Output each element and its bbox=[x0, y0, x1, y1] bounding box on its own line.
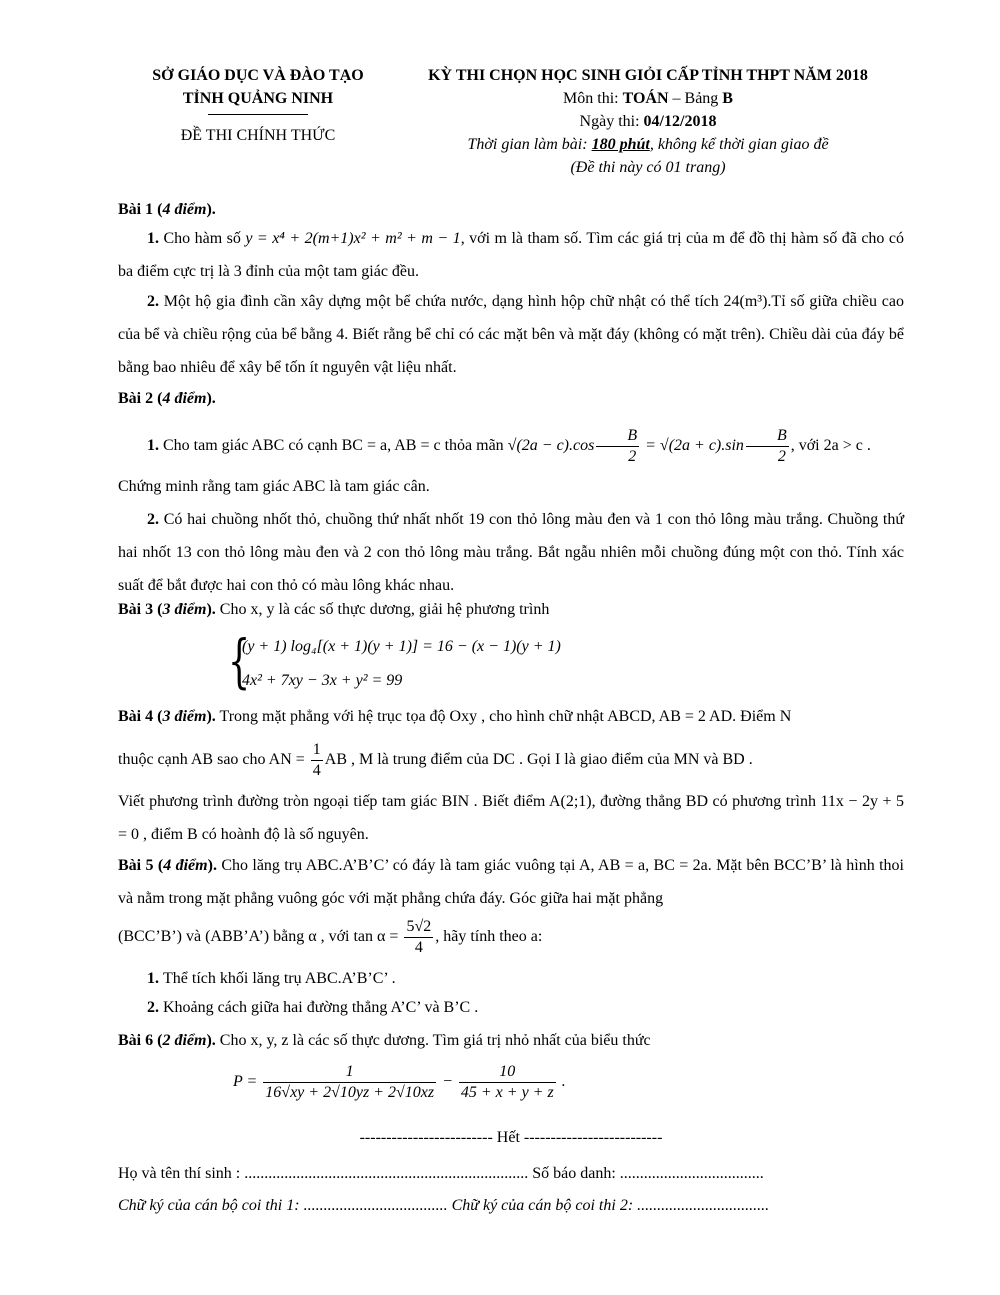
equation-2: 4x² + 7xy − 3x + y² = 99 bbox=[242, 672, 403, 689]
end-marker: ------------------------- Hết -------------------------- bbox=[359, 1129, 663, 1146]
bai1-part1: 1. Cho hàm số y = x⁴ + 2(m+1)x² + m² + m − 1, với m là tham số. Tìm các giá trị của m để đồ thị hàm số đã cho có ba điểm cực trị là 3 đỉnh của một tam giác đều. bbox=[118, 230, 905, 280]
time-value: 180 phút bbox=[591, 136, 650, 153]
fraction-1: $\frac{1}{16√xy + 2√10yz + 2√10xz}$ bbox=[265, 1062, 435, 1101]
department-name: SỞ GIÁO DỤC VÀ ĐÀO TẠO bbox=[152, 67, 364, 84]
exam-date-line: Ngày thi: 04/12/2018 bbox=[579, 113, 717, 130]
official-exam-label: ĐỀ THI CHÍNH THỨC bbox=[180, 127, 336, 144]
fraction-2: $\frac{10}{45 + x + y + z}$ bbox=[460, 1062, 554, 1101]
fraction-b-over-2-b: $\frac{B}{2}$ bbox=[746, 426, 789, 467]
bai5-question2: 2. Khoảng cách giữa hai đường thẳng A’C’ và B’C . bbox=[147, 999, 479, 1016]
group-value: B bbox=[722, 90, 733, 107]
subject-line: Môn thi: TOÁN – Bảng B bbox=[563, 90, 733, 107]
fraction-tan-alpha: $\frac{5√2}{4}$ bbox=[406, 917, 432, 956]
bai5-question1: 1. Thể tích khối lăng trụ ABC.A’B’C’ . bbox=[147, 970, 396, 987]
bai1-part2: 2. Một hộ gia đình cần xây dựng một bể chứa nước, dạng hình hộp chữ nhật có thể tích 24(m³).Tỉ số giữa chiều cao của bể và chiều rộng của bể bằng 4. Biết rằng bể chỉ có các mặt bên và mặt đáy (không có mặt trên). Chiều dài của đáy bể bằng bao nhiêu để xây bể tốn ít nguyên vật liệu nhất. bbox=[118, 293, 904, 376]
bai4-line2: thuộc cạnh AB sao cho AN = $\frac{1}{4}$ AB , M là trung điểm của DC . Gọi I là giao điểm của MN và BD . bbox=[118, 740, 753, 779]
brace-symbol: { bbox=[228, 627, 251, 695]
page-count: (Đề thi này có 01 trang) bbox=[570, 159, 726, 176]
bai4-line3: Viết phương trình đường tròn ngoại tiếp tam giác BIN . Biết điểm A(2;1), đường thẳng BD có phương trình 11x − 2y + 5 = 0 , điểm B có hoành độ là số nguyên. bbox=[118, 793, 904, 843]
bai2-part1-conclusion: Chứng minh rằng tam giác ABC là tam giác cân. bbox=[118, 478, 430, 495]
fraction-b-over-2: $\frac{B}{2}$ bbox=[596, 426, 639, 467]
expression-p: P = $\frac{1}{16√xy + 2√10yz + 2√10xz}$ − $\frac{10}{45 + x + y + z}$ . bbox=[233, 1062, 566, 1101]
exam-date: 04/12/2018 bbox=[643, 113, 717, 130]
bai2-part2: 2. Có hai chuồng nhốt thỏ, chuồng thứ nhất nhốt 19 con thỏ lông màu đen và 1 con thỏ lông màu trắng. Chuồng thứ hai nhốt 13 con thỏ lông màu đen và 2 con thỏ lông màu trắng. Bắt ngẫu nhiên mỗi chuồng đúng một con thỏ. Tính xác suất để bắt được hai con thỏ có màu lông khác nhau. bbox=[118, 511, 905, 594]
bai1-function: y = x⁴ + 2(m+1)x² + m² + m − 1 bbox=[245, 230, 461, 247]
header-right bbox=[388, 64, 908, 179]
bai1-title: Bài 1 (4 điểm). bbox=[118, 201, 216, 218]
bai3-text: Bài 3 (3 điểm). Cho x, y là các số thực dương, giải hệ phương trình bbox=[118, 601, 550, 618]
header-left bbox=[118, 64, 398, 147]
bai5-text2: (BCC’B’) và (ABB’A’) bằng α , với tan α = $\frac{5√2}{4}$ , hãy tính theo a: bbox=[118, 917, 543, 956]
province-name: TỈNH QUẢNG NINH bbox=[182, 90, 334, 107]
exam-title: KỲ THI CHỌN HỌC SINH GIỎI CẤP TỈNH THPT NĂM 2018 bbox=[428, 67, 868, 84]
header-divider bbox=[208, 114, 308, 115]
fraction-one-quarter: $\frac{1}{4}$ bbox=[312, 740, 321, 779]
subject-value: TOÁN bbox=[622, 90, 669, 107]
bai2-part1: 1. Cho tam giác ABC có cạnh BC = a, AB = c thỏa mãn √(2a − c).cos $\frac{B}{2}$ = √(2a + c).sin $\frac{B}{2}$ , với 2a > c . bbox=[147, 426, 871, 465]
bai2-title: Bài 2 (4 điểm). bbox=[118, 390, 216, 407]
signature-line: Chữ ký của cán bộ coi thi 1: .................................... Chữ ký của cán bộ coi thi 2: ................................. bbox=[118, 1197, 770, 1214]
bai4-line1: Bài 4 (3 điểm). Trong mặt phẳng với hệ trục tọa độ Oxy , cho hình chữ nhật ABCD, AB = 2 AD. Điểm N bbox=[118, 708, 792, 725]
candidate-info-line: Họ và tên thí sinh : ....................................................................... Số báo danh: .................................... bbox=[118, 1165, 764, 1182]
bai6-text: Bài 6 (2 điểm). Cho x, y, z là các số thực dương. Tìm giá trị nhỏ nhất của biểu thức bbox=[118, 1032, 651, 1049]
bai5-text1: Bài 5 (4 điểm). Cho lăng trụ ABC.A’B’C’ có đáy là tam giác vuông tại A, AB = a, BC = 2a. Mặt bên BCC’B’ là hình thoi và nằm trong mặt phẳng vuông góc với mặt phẳng chứa đáy. Góc giữa hai mặt phẳng bbox=[118, 857, 904, 907]
time-line: Thời gian làm bài: 180 phút, không kể thời gian giao đề bbox=[467, 136, 829, 153]
equation-1: (y + 1) log₄[(x + 1)(y + 1)] = 16 − (x − 1)(y + 1) bbox=[242, 638, 561, 655]
